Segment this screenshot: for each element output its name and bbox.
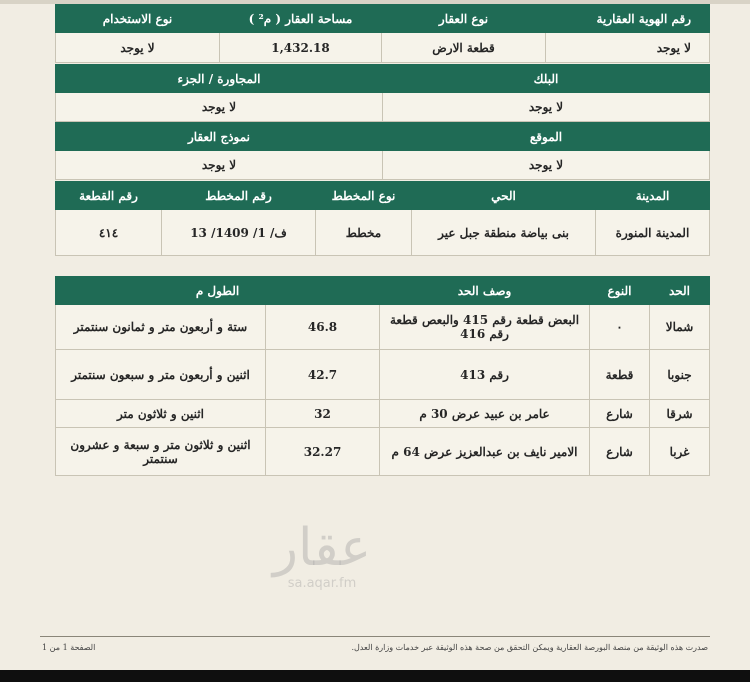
bound-length-text: ستة و أربعون متر و ثمانون سنتمتر — [56, 305, 266, 350]
bound-direction: شرقا — [650, 400, 710, 428]
header-block: البلك — [383, 65, 710, 93]
boundaries-table — [55, 276, 710, 476]
header-bound: الحد — [650, 277, 710, 305]
bound-length: 42.7 — [266, 350, 380, 400]
bound-direction: شمالا — [650, 305, 710, 350]
bound-length: 32 — [266, 400, 380, 428]
header-bound-desc: وصف الحد — [380, 277, 590, 305]
header-plot-number: رقم القطعة — [56, 182, 162, 210]
value-city: المدينة المنورة — [596, 210, 710, 256]
value-block: لا يوجد — [383, 93, 710, 122]
table-row — [56, 305, 710, 350]
bound-direction: جنوبا — [650, 350, 710, 400]
table-row — [56, 400, 710, 428]
value-usage: لا يوجد — [56, 33, 220, 63]
header-bound-type: النوع — [590, 277, 650, 305]
bound-length: 46.8 — [266, 305, 380, 350]
value-plot-number: ٤١٤ — [56, 210, 162, 256]
value-plan-type: مخطط — [316, 210, 412, 256]
bottom-edge — [0, 670, 750, 682]
page-number: الصفحة 1 من 1 — [42, 643, 96, 652]
header-district: الحي — [412, 182, 596, 210]
block-table — [55, 64, 710, 122]
document-footer — [40, 636, 710, 652]
value-location: لا يوجد — [383, 151, 710, 180]
bound-length-text: اثنين و ثلاثون متر و سبعة و عشرون سنتمتر — [56, 428, 266, 476]
value-district: بنى بياضة منطقة جبل عير — [412, 210, 596, 256]
header-plan-number: رقم المخطط — [162, 182, 316, 210]
header-area: مساحة العقار ( م² ) — [220, 5, 382, 33]
header-length: الطول م — [56, 277, 380, 305]
table-row — [56, 428, 710, 476]
header-location: الموقع — [383, 123, 710, 151]
header-property-model: نموذج العقار — [56, 123, 383, 151]
bound-direction: غربا — [650, 428, 710, 476]
value-property-id: لا يوجد — [546, 33, 710, 63]
header-plan-type: نوع المخطط — [316, 182, 412, 210]
value-property-type: قطعة الارض — [382, 33, 546, 63]
value-property-model: لا يوجد — [56, 151, 383, 180]
value-plan-number: ف/ 1/ 1409/ 13 — [162, 210, 316, 256]
bound-length: 32.27 — [266, 428, 380, 476]
bound-type: قطعة — [590, 350, 650, 400]
footer-note: صدرت هذه الوثيقة من منصة البورصة العقارية ويمكن التحقق من صحة هذه الوثيقة عبر خدمات وزارة العدل. — [351, 643, 708, 652]
property-table — [55, 4, 710, 63]
value-neighborhood: لا يوجد — [56, 93, 383, 122]
table-row — [56, 350, 710, 400]
bound-type: ٠ — [590, 305, 650, 350]
aqar-watermark-logo: عقار sa.aqar.fm — [272, 518, 372, 591]
header-city: المدينة — [596, 182, 710, 210]
bound-type: شارع — [590, 428, 650, 476]
location-model-table — [55, 122, 710, 180]
header-property-id: رقم الهوية العقارية — [546, 5, 710, 33]
header-property-type: نوع العقار — [382, 5, 546, 33]
header-neighborhood: المجاورة / الجزء — [56, 65, 383, 93]
bound-description: الامير نايف بن عبدالعزيز عرض 64 م — [380, 428, 590, 476]
bound-length-text: اثنين و ثلاثون متر — [56, 400, 266, 428]
bound-description: البعض قطعة رقم 415 والبعص قطعة رقم 416 — [380, 305, 590, 350]
city-plan-table — [55, 181, 710, 256]
bound-length-text: اثنين و أربعون متر و سبعون سنتمتر — [56, 350, 266, 400]
value-area: 1,432.18 — [220, 33, 382, 63]
bound-description: عامر بن عبيد عرض 30 م — [380, 400, 590, 428]
bound-description: رقم 413 — [380, 350, 590, 400]
header-usage: نوع الاستخدام — [56, 5, 220, 33]
bound-type: شارع — [590, 400, 650, 428]
